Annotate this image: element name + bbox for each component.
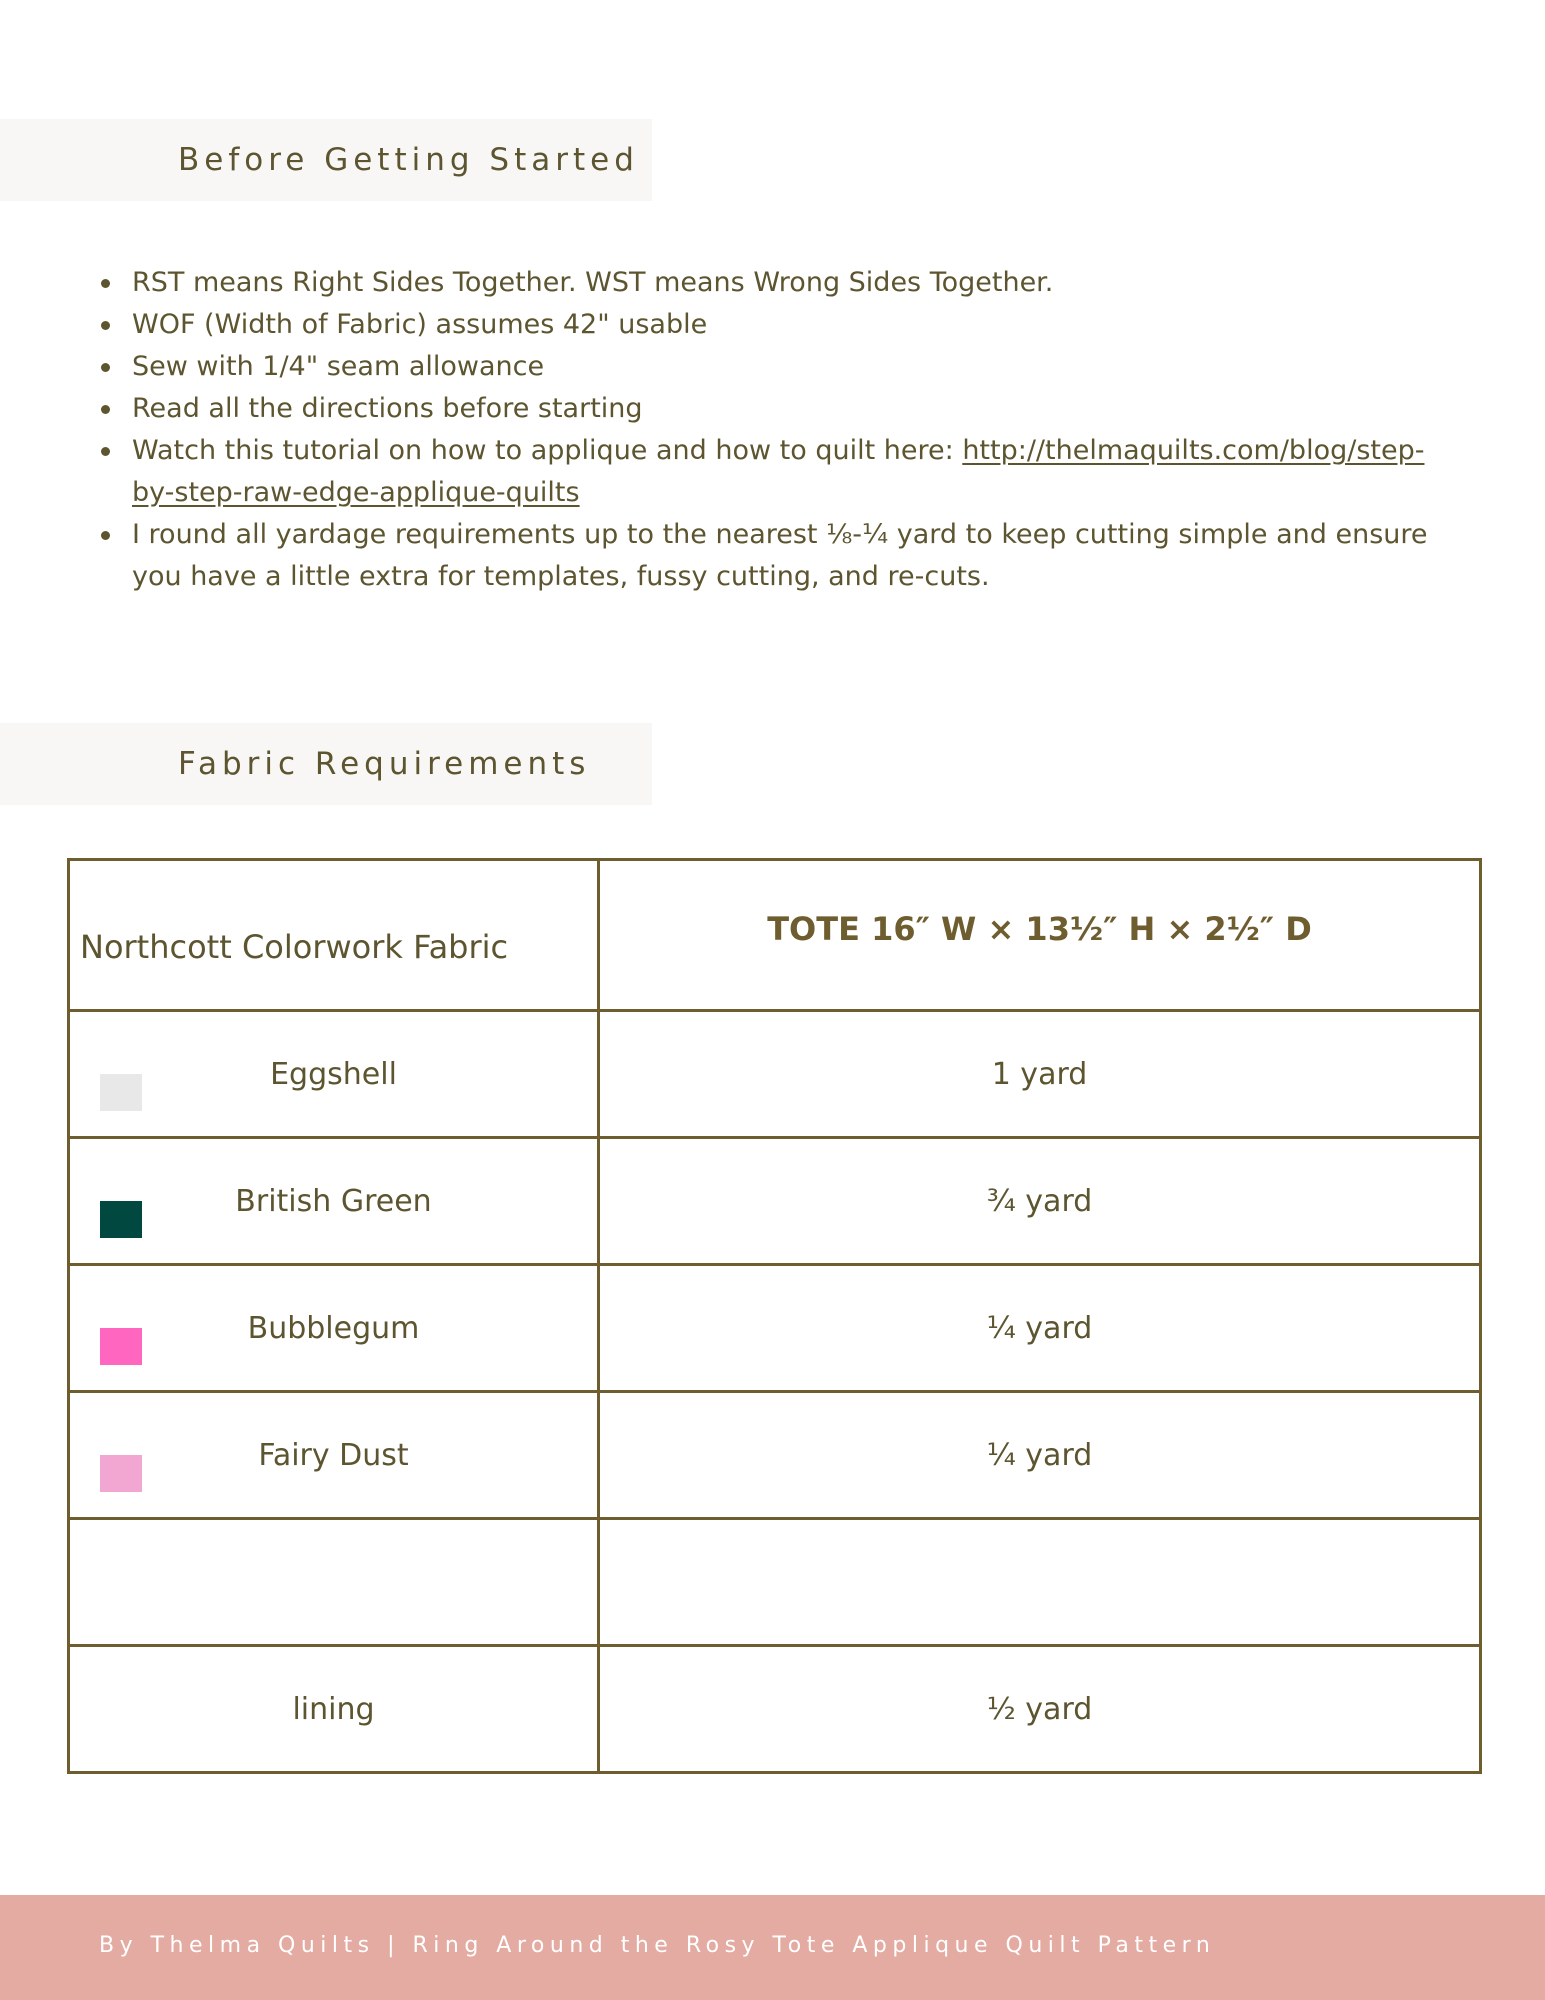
list-item	[96, 346, 1456, 388]
header-tote-size: TOTE 16″ W × 13½″ H × 2½″ D	[599, 860, 1481, 1011]
table-row	[69, 1138, 1481, 1265]
fabric-amount: ¼ yard	[599, 1265, 1481, 1392]
list-item	[96, 262, 1456, 304]
list-item-text: Watch this tutorial on how to applique and how to quilt here:	[132, 435, 963, 466]
fabric-amount: ¾ yard	[599, 1138, 1481, 1265]
fabric-name: British Green	[235, 1183, 432, 1219]
footer-text: By Thelma Quilts | Ring Around the Rosy Tote Applique Quilt Pattern	[99, 1933, 1216, 1958]
section-title: Before Getting Started	[178, 142, 639, 178]
list-item	[96, 388, 1456, 430]
bullet-icon	[101, 447, 110, 456]
section-header-before-getting-started	[0, 119, 652, 201]
bullet-icon	[101, 405, 110, 414]
fabric-name: Eggshell	[270, 1056, 397, 1092]
list-item	[96, 430, 1456, 514]
table-row	[69, 1646, 1481, 1773]
fabric-requirements-table	[67, 858, 1482, 1774]
tutorial-link[interactable]: http://thelmaquilts.com/blog/step-by-step-raw-edge-applique-quilts	[132, 435, 1425, 508]
fabric-name: lining	[292, 1691, 375, 1727]
section-header-fabric-requirements	[0, 723, 652, 805]
list-item	[96, 514, 1456, 598]
list-item-text: Sew with 1/4" seam allowance	[132, 351, 545, 382]
bullet-icon	[101, 363, 110, 372]
bullet-icon	[101, 321, 110, 330]
fabric-amount: ½ yard	[599, 1646, 1481, 1773]
color-swatch-icon	[100, 1201, 142, 1238]
table-row	[69, 1265, 1481, 1392]
fabric-name-cell	[69, 1011, 599, 1138]
list-item-text: Read all the directions before starting	[132, 393, 643, 424]
instructions-list	[96, 262, 1456, 598]
fabric-name: Bubblegum	[247, 1310, 420, 1346]
header-fabric: Northcott Colorwork Fabric	[69, 860, 599, 1011]
table-row	[69, 1392, 1481, 1519]
color-swatch-icon	[100, 1328, 142, 1365]
table-row	[69, 1519, 1481, 1646]
table-header-row	[69, 860, 1481, 1011]
list-item	[96, 304, 1456, 346]
fabric-name-cell	[69, 1138, 599, 1265]
footer-bar	[0, 1895, 1545, 2000]
table-row	[69, 1011, 1481, 1138]
section-title: Fabric Requirements	[178, 746, 591, 782]
bullet-icon	[101, 279, 110, 288]
fabric-amount	[599, 1519, 1481, 1646]
color-swatch-icon	[100, 1074, 142, 1111]
list-item-text: RST means Right Sides Together. WST means Wrong Sides Together.	[132, 267, 1054, 298]
fabric-name-cell	[69, 1519, 599, 1646]
color-swatch-icon	[100, 1455, 142, 1492]
fabric-name: Fairy Dust	[258, 1437, 409, 1473]
fabric-name-cell	[69, 1392, 599, 1519]
list-item-text: I round all yardage requirements up to the nearest ⅛-¼ yard to keep cutting simple and ensure you have a little extra for templates, fussy cutting, and re-cuts.	[132, 519, 1428, 592]
list-item-text: WOF (Width of Fabric) assumes 42" usable	[132, 309, 708, 340]
bullet-icon	[101, 531, 110, 540]
fabric-name-cell	[69, 1265, 599, 1392]
fabric-amount: ¼ yard	[599, 1392, 1481, 1519]
fabric-name-cell	[69, 1646, 599, 1773]
fabric-amount: 1 yard	[599, 1011, 1481, 1138]
